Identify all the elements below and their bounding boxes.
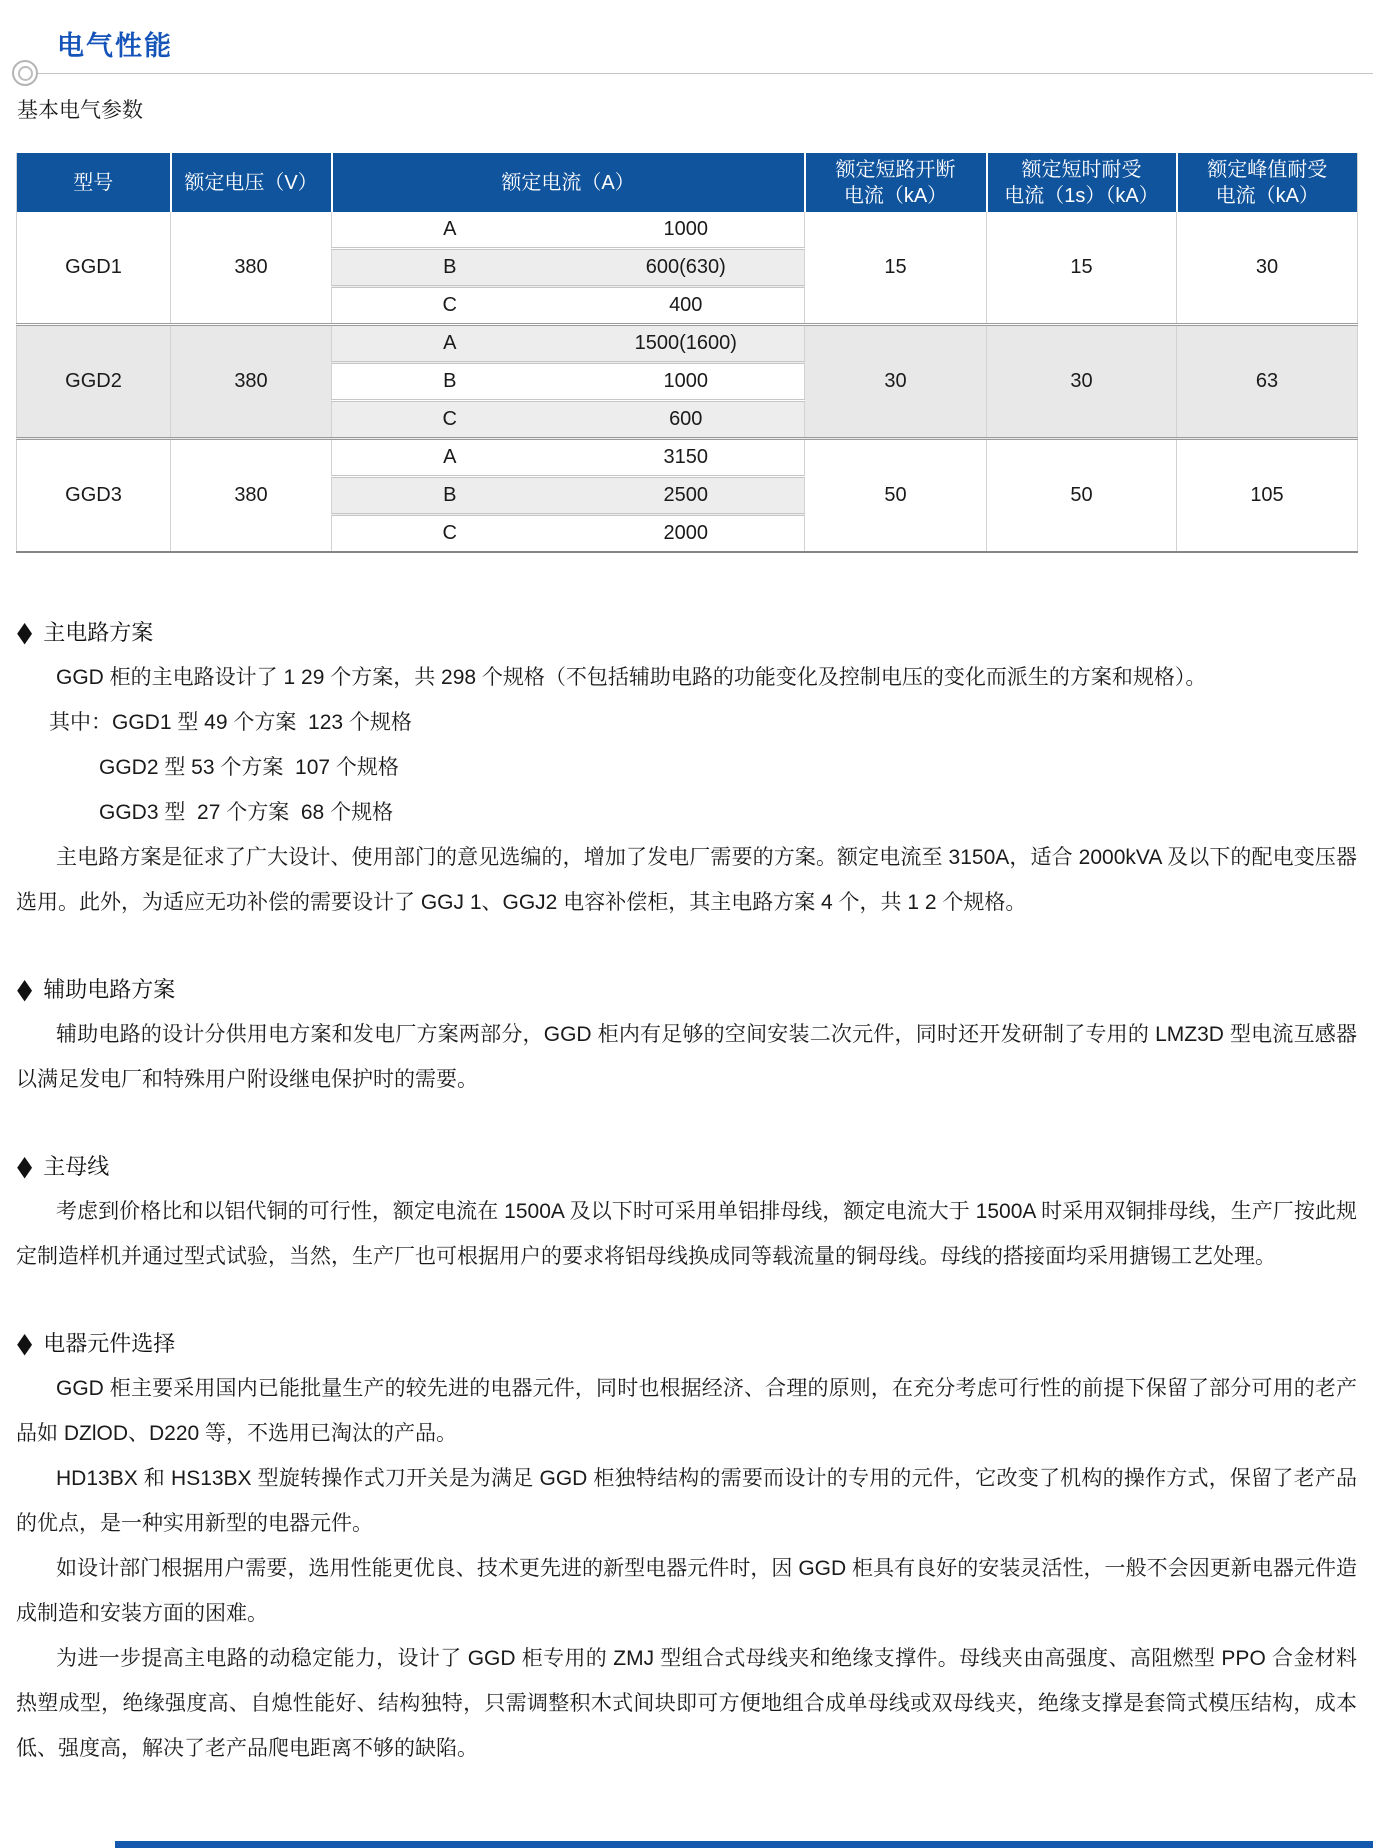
column-header-label: 电流（kA）	[843, 184, 948, 207]
peak-current-cell: 63	[1177, 325, 1358, 439]
current-value-cell: 600	[568, 401, 805, 439]
withstand-current-cell: 30	[987, 325, 1177, 439]
spec-line: GGD2 型 53 个方案 107 个规格	[99, 756, 399, 779]
current-value-cell: 2000	[568, 515, 805, 553]
diamond-bullet-icon: ◆	[17, 1327, 33, 1359]
section-heading-label: 电器元件选择	[43, 1331, 176, 1356]
section-heading-auxiliary-circuit	[15, 967, 1357, 1012]
header-divider-line	[38, 73, 1373, 74]
current-letter-cell: A	[332, 212, 568, 249]
model-cell: GGD1	[17, 212, 171, 325]
current-value-cell: 1000	[568, 363, 805, 401]
paragraph: HD13BX 和 HS13BX 型旋转操作式刀开关是为满足 GGD 柜独特结构的需要而设计的专用的元件，它改变了机构的操作方式，保留了老产品的优点，是一种实用新型的电器元件。	[16, 1467, 1357, 1535]
model-cell: GGD2	[17, 325, 171, 439]
table-header-row	[17, 153, 1358, 212]
column-header-label: 电流（1s）（kA）	[1004, 184, 1159, 207]
breaking-current-cell: 15	[805, 212, 987, 325]
page-title: 电气性能	[57, 31, 173, 61]
column-header-breaking-current	[805, 153, 987, 212]
paragraph: 考虑到价格比和以铝代铜的可行性，额定电流在 1500A 及以下时可采用单铝排母线，额定电流大于 1500A 时采用双铜排母线，生产厂按此规定制造样机并通过型式试验，当然，生产厂也可根据用户的要求将铝母线换成同等载流量的铜母线。母线的搭接面均采用搪锡工艺处理。	[16, 1200, 1357, 1268]
ring-inner-icon	[18, 66, 33, 81]
withstand-current-cell: 15	[987, 212, 1177, 325]
current-letter-cell: B	[332, 363, 568, 401]
column-header-label: 型号	[73, 171, 114, 194]
column-header-label: 额定峰值耐受	[1207, 158, 1328, 181]
diamond-bullet-icon: ◆	[17, 1150, 33, 1182]
column-header-label: 额定电流（A）	[501, 171, 635, 194]
voltage-cell: 380	[171, 212, 332, 325]
table-row	[17, 439, 1358, 477]
column-header-model	[17, 153, 171, 212]
section-heading-main-circuit	[15, 610, 1357, 655]
paragraph: 为进一步提高主电路的动稳定能力，设计了 GGD 柜专用的 ZMJ 型组合式母线夹和绝缘支撑件。母线夹由高强度、高阻燃型 PPO 合金材料热塑成型，绝缘强度高、自熄性能好、结构独特，只需调整积木式间块即可方便地组合成单母线或双母线夹，绝缘支撑是套筒式模压结构，成本低、强度高，解决了老产品爬电距离不够的缺陷。	[16, 1647, 1357, 1760]
column-header-label: 电流（kA）	[1215, 184, 1319, 207]
electrical-parameters-table	[16, 153, 1358, 553]
column-header-current	[332, 153, 805, 212]
current-value-cell: 2500	[568, 477, 805, 515]
table-row	[17, 212, 1358, 249]
current-letter-cell: C	[332, 401, 568, 439]
current-letter-cell: B	[332, 249, 568, 287]
paragraph: GGD 柜主要采用国内已能批量生产的较先进的电器元件，同时也根据经济、合理的原则，在充分考虑可行性的前提下保留了部分可用的老产品如 DZlOD、D220 等，不选用已淘汰的产品。	[16, 1377, 1357, 1445]
current-value-cell: 1500(1600)	[568, 325, 805, 363]
current-letter-cell: C	[332, 287, 568, 325]
diamond-bullet-icon: ◆	[17, 973, 33, 1005]
model-cell: GGD3	[17, 439, 171, 553]
column-header-voltage	[171, 153, 332, 212]
section-heading-component-selection	[15, 1321, 1357, 1366]
title-divider-row	[12, 59, 1373, 87]
section-heading-main-busbar	[15, 1144, 1357, 1189]
current-letter-cell: B	[332, 477, 568, 515]
column-header-peak-current	[1177, 153, 1358, 212]
footer-accent-bar	[115, 1841, 1373, 1848]
current-letter-cell: C	[332, 515, 568, 553]
column-header-label: 额定短路开断	[835, 158, 956, 181]
ring-bullet-icon	[12, 60, 38, 86]
current-value-cell: 600(630)	[568, 249, 805, 287]
breaking-current-cell: 50	[805, 439, 987, 553]
section-heading-label: 主电路方案	[43, 620, 154, 645]
current-value-cell: 1000	[568, 212, 805, 249]
breaking-current-cell: 30	[805, 325, 987, 439]
spec-line: GGD3 型 27 个方案 68 个规格	[99, 801, 394, 824]
paragraph: 如设计部门根据用户需要，选用性能更优良、技术更先进的新型电器元件时，因 GGD 柜具有良好的安装灵活性，一般不会因更新电器元件造成制造和安装方面的困难。	[16, 1557, 1357, 1625]
diamond-bullet-icon: ◆	[17, 616, 33, 648]
table-subtitle: 基本电气参数	[17, 99, 143, 122]
current-letter-cell: A	[332, 325, 568, 363]
spec-line: 其中：GGD1 型 49 个方案 123 个规格	[49, 711, 412, 734]
peak-current-cell: 105	[1177, 439, 1358, 553]
section-heading-label: 主母线	[43, 1154, 110, 1179]
paragraph: GGD 柜的主电路设计了 1 29 个方案，共 298 个规格（不包括辅助电路的功能变化及控制电压的变化而派生的方案和规格）。	[56, 666, 1207, 689]
current-value-cell: 3150	[568, 439, 805, 477]
column-header-label: 额定短时耐受	[1021, 158, 1142, 181]
withstand-current-cell: 50	[987, 439, 1177, 553]
voltage-cell: 380	[171, 439, 332, 553]
current-letter-cell: A	[332, 439, 568, 477]
current-value-cell: 400	[568, 287, 805, 325]
peak-current-cell: 30	[1177, 212, 1358, 325]
paragraph: 主电路方案是征求了广大设计、使用部门的意见选编的，增加了发电厂需要的方案。额定电流至 3150A，适合 2000kVA 及以下的配电变压器选用。此外，为适应无功补偿的需要设计了 GGJ 1、GGJ2 电容补偿柜，其主电路方案 4 个，共 1 2 个规格。	[16, 846, 1357, 914]
column-header-label: 额定电压（V）	[184, 171, 318, 194]
voltage-cell: 380	[171, 325, 332, 439]
table-row	[17, 325, 1358, 363]
column-header-withstand-current	[987, 153, 1177, 212]
paragraph: 辅助电路的设计分供用电方案和发电厂方案两部分，GGD 柜内有足够的空间安装二次元件，同时还开发研制了专用的 LMZ3D 型电流互感器以满足发电厂和特殊用户附设继电保护时的需要。	[16, 1023, 1357, 1091]
section-heading-label: 辅助电路方案	[43, 977, 176, 1002]
